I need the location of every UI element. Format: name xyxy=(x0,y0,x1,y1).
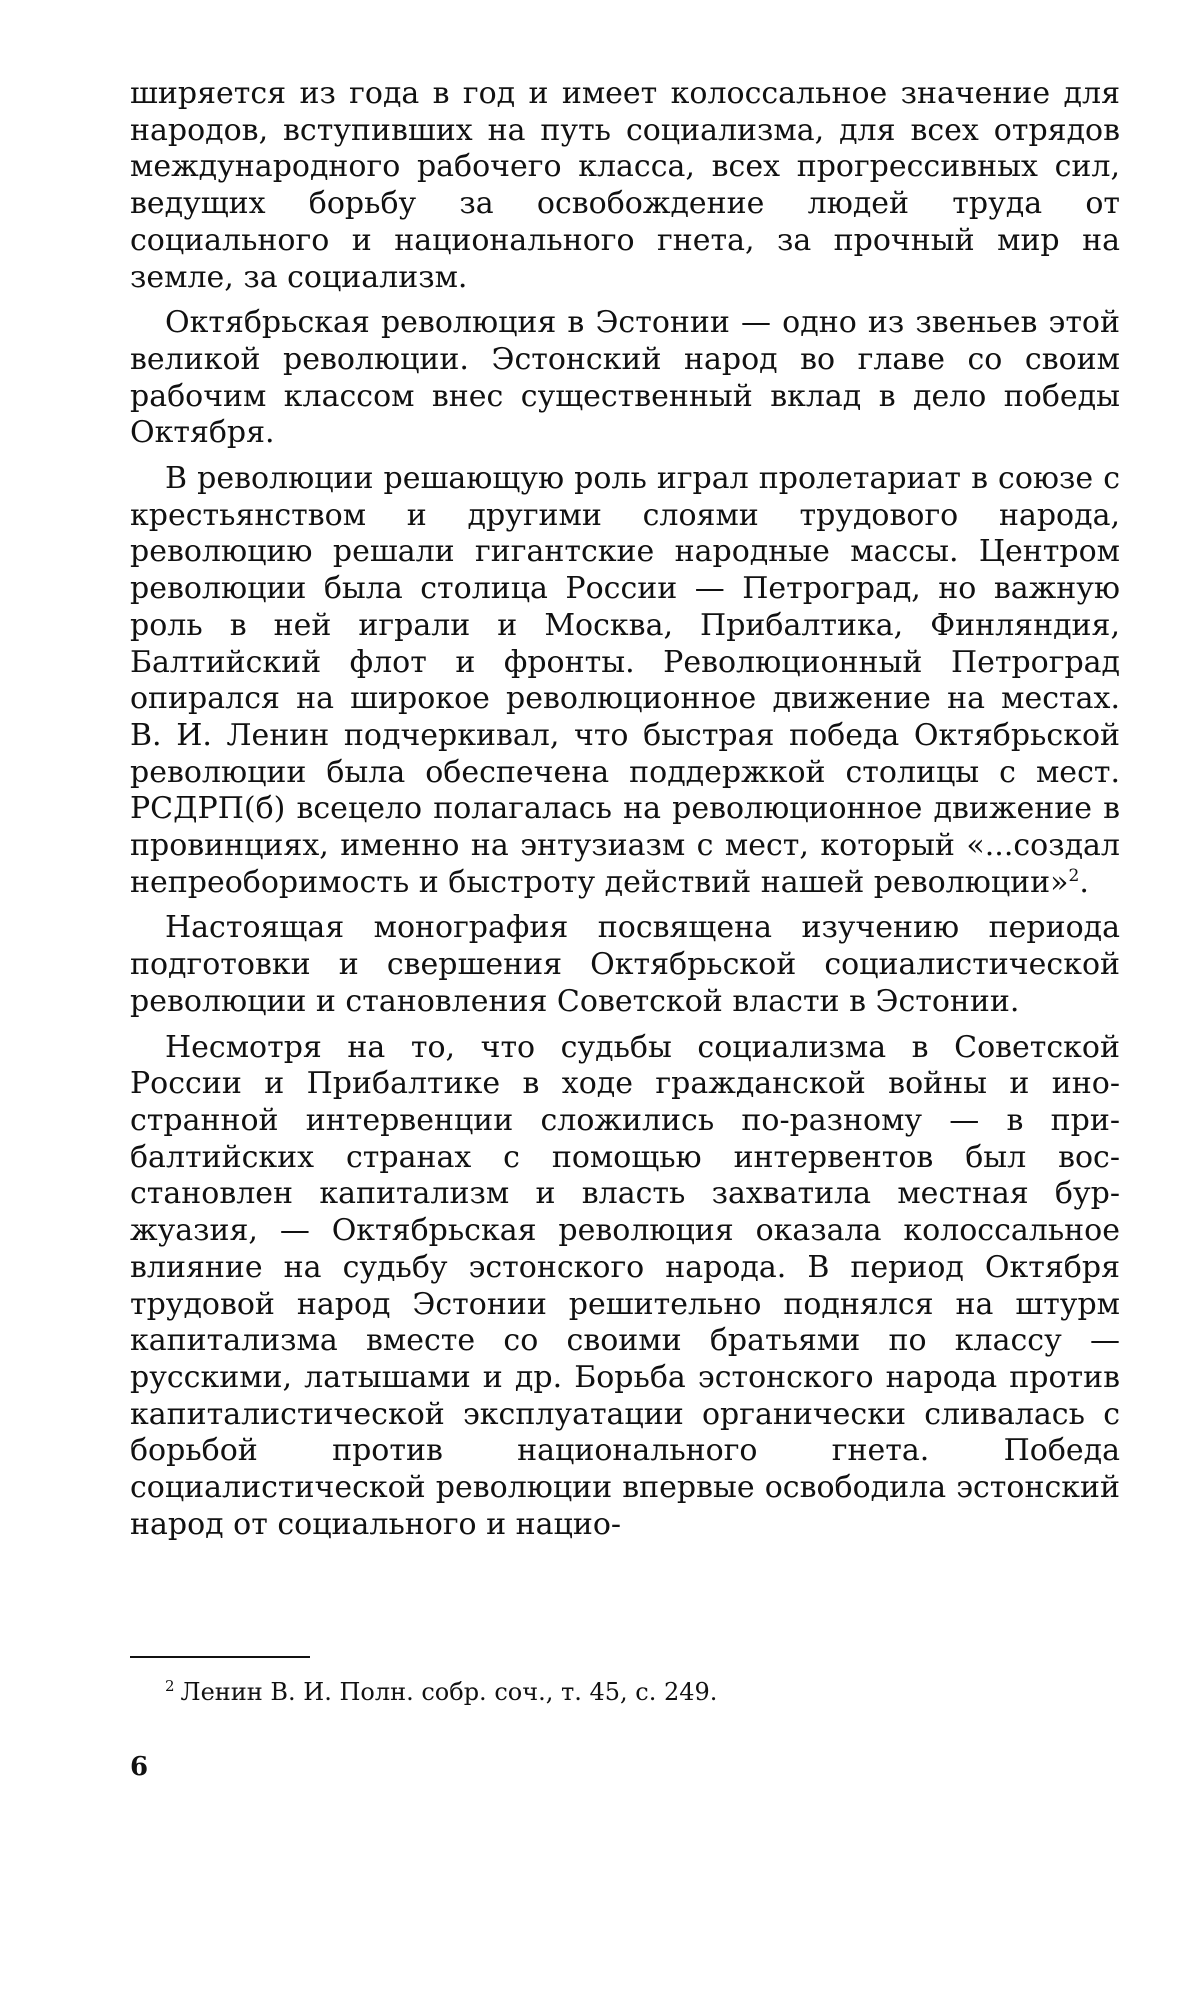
footnote-divider xyxy=(130,1656,310,1658)
footnote-reference: 2 xyxy=(1068,865,1080,886)
paragraph-4: Настоящая монография посвящена изучению периода подготовки и свершения Октябрьской социалистической революции и становления Советской власти в Эстонии. xyxy=(130,910,1120,1019)
paragraph-3 xyxy=(130,461,1120,901)
footnote-mark: 2 xyxy=(165,1677,175,1695)
footnote xyxy=(165,1677,1115,1707)
footnote-text: Ленин В. И. Полн. собр. соч., т. 45, с. 249. xyxy=(180,1678,718,1706)
paragraph-3-text: В революции решающую роль играл пролетариат в союзе с крестьянством и другими слоями трудового народа, революцию решали гигантские народные массы. Центром революции была столица России — Петроград, но важную роль в ней играли и Москва, Прибалтика, Финляндия, Балтийский флот и фронты. Революционный Петроград опирался на широкое революционное движение на местах. В. И. Ленин подчеркивал, что быстрая победа Октябрьской революции была обеспечена поддержкой столицы с мест. РСДРП(б) всецело полагалась на революционное движение в провинциях, именно на энтузиазм с мест, который «...создал непреоборимость и быстроту действий нашей революции» xyxy=(130,461,1120,900)
paragraph-3-end: . xyxy=(1079,864,1089,900)
paragraph-5: Несмотря на то, что судьбы социализма в Советской России и Прибалтике в ходе гражданской войны и иностранной интервенции сложились по-разному — в прибалтийских странах с помощью интервентов был восстановлен капитализм и власть захватила местная буржуазия, — Октябрьская революция оказала колоссальное влияние на судьбу эстонского народа. В период Октября трудовой народ Эстонии решительно поднялся на штурм капитализма вместе со своими братьями по классу — русскими, латышами и др. Борьба эстонского народа против капиталистической эксплуатации органически сливалась с борьбой против национального гнета. Победа социалистической революции впервые освободила эстонский народ от социального и нацио- xyxy=(130,1029,1120,1542)
paragraph-2: Октябрьская революция в Эстонии — одно из звеньев этой великой революции. Эстонский народ во главе со своим рабочим классом внес существенный вклад в дело победы Октября. xyxy=(130,305,1120,451)
main-text xyxy=(130,76,1120,1552)
page-number: 6 xyxy=(130,1752,149,1782)
paragraph-1: ширяется из года в год и имеет колоссальное значение для народов, вступивших на путь социализма, для всех отрядов международного рабочего класса, всех прогрессивных сил, ведущих борьбу за освобождение людей труда от социального и национального гнета, за прочный мир на земле, за социализм. xyxy=(130,76,1120,295)
